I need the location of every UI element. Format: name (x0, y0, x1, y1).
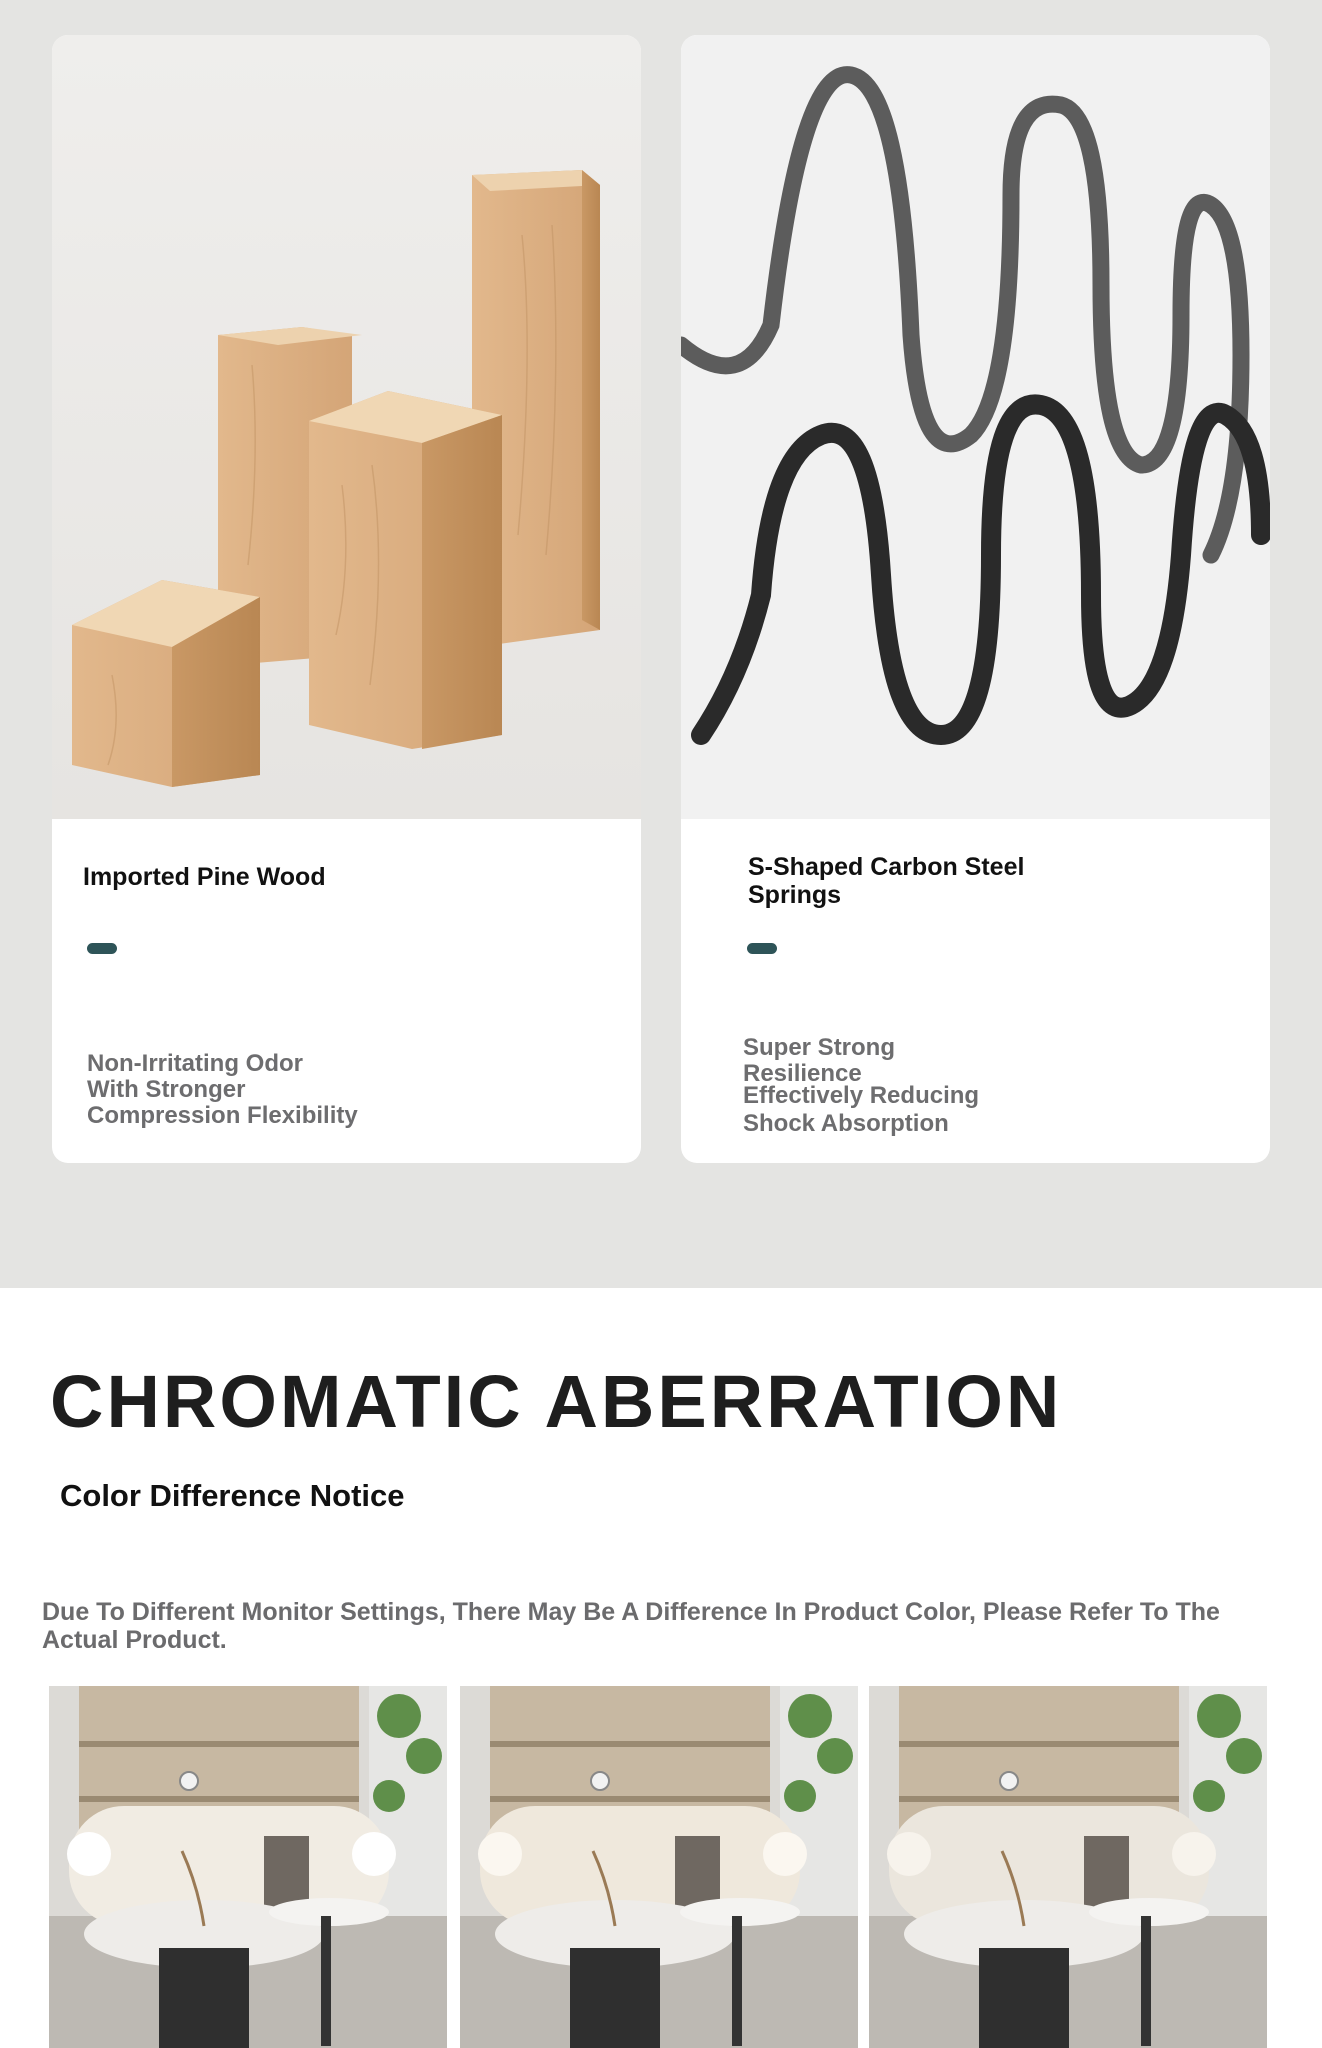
description-line: Compression Flexibility (87, 1102, 358, 1129)
sofa-room-photo (49, 1686, 447, 2048)
notice-subheading: Color Difference Notice (60, 1478, 405, 1513)
card-title: Imported Pine Wood (83, 863, 326, 891)
description-line: Non-Irritating Odor (87, 1050, 303, 1077)
card-title: S-Shaped Carbon Steel Springs (748, 853, 1025, 909)
notice-text: Due To Different Monitor Settings, There May Be A Difference In Product Color, Please Refer To The Actual Product. (42, 1598, 1220, 1654)
sofa-room-photo (460, 1686, 858, 2048)
accent-dash (87, 943, 117, 954)
description-line: Shock Absorption (743, 1110, 949, 1137)
description-line: Effectively Reducing (743, 1082, 980, 1109)
description-line: With Stronger (87, 1076, 246, 1103)
steel-spring-photo (681, 35, 1270, 819)
description-line: Super Strong (743, 1034, 896, 1061)
steel-springs-card (681, 35, 1270, 1163)
sofa-room-photo (869, 1686, 1267, 2048)
description-line: Resilience (743, 1060, 862, 1087)
pine-wood-card (52, 35, 641, 1163)
accent-dash (747, 943, 777, 954)
pine-wood-blocks-photo (52, 35, 641, 819)
page-title: CHROMATIC ABERRATION (50, 1360, 1063, 1443)
